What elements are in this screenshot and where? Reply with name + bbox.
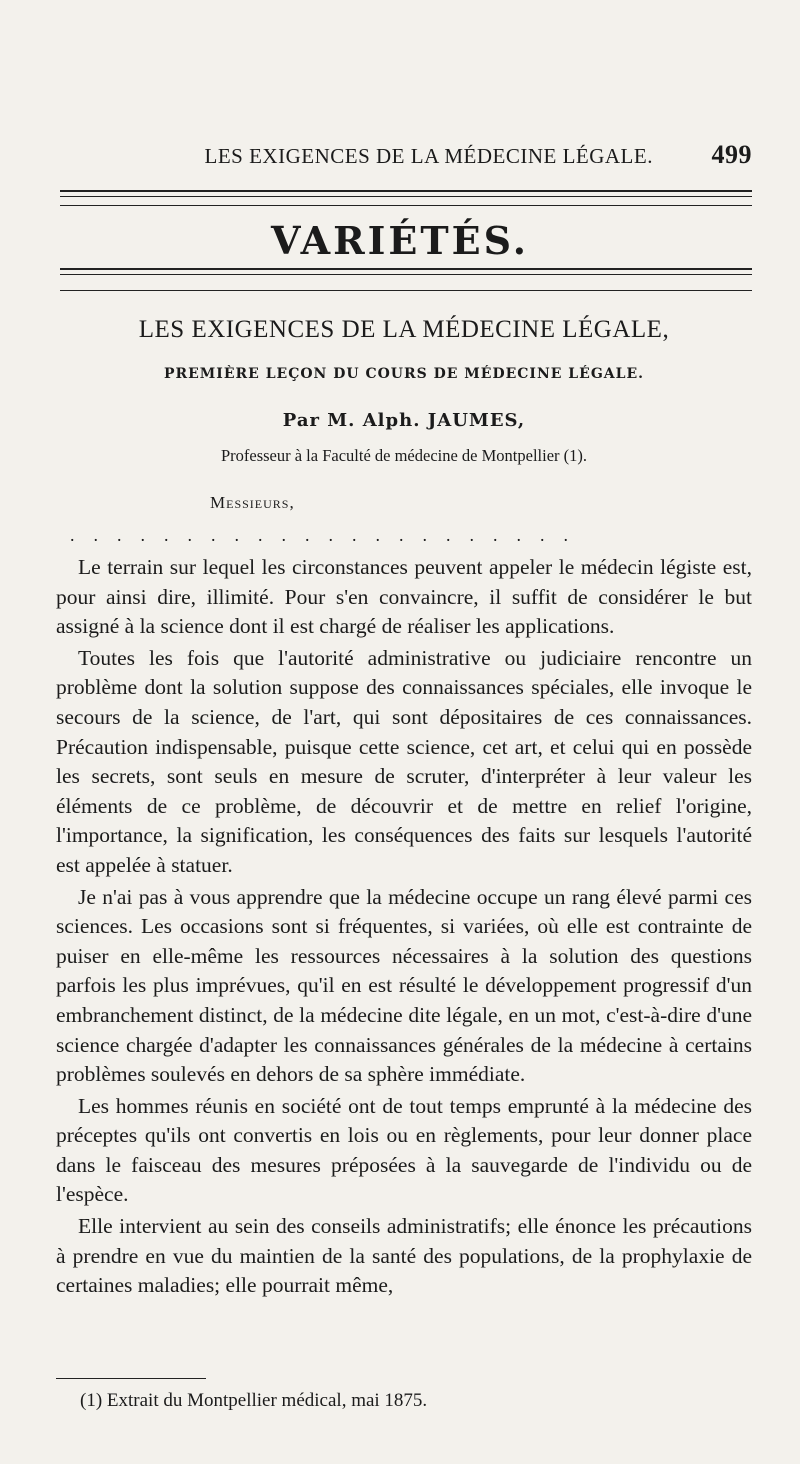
- header-rule-thin: [60, 196, 752, 197]
- section-rule-top: [60, 205, 752, 206]
- article-subtitle: PREMIÈRE LEÇON DU COURS DE MÉDECINE LÉGALE.: [163, 366, 645, 382]
- article-rule: [60, 290, 752, 291]
- salutation: Messieurs,: [210, 493, 295, 512]
- section-rule-bottom-thin: [60, 274, 752, 275]
- section-title: VARIÉTÉS.: [271, 218, 529, 263]
- section-rule-bottom: [60, 268, 752, 270]
- paragraph: Toutes les fois que l'autorité administrative ou judiciaire rencontre un problème dont la solution suppose des connaissances spéciales, elle invoque le secours de la science, de l'art, qui sont dépositaires de ces connaissances. Précaution indispensable, puisque cette science, cet art, et celui qui en possède les secrets, sont seuls en mesure de scruter, d'interpréter à leur valeur les éléments de ce problème, de découvrir et de mettre en relief l'origine, l'importance, la signification, les conséquences des faits sur lesquels l'autorité est appelée à statuer.: [56, 645, 752, 877]
- running-head: [56, 140, 752, 170]
- paragraph: Le terrain sur lequel les circonstances peuvent appeler le médecin légiste est, pour ainsi dire, illimité. Pour s'en convaincre, il suffit de considérer le but assigné à la science dont il est chargé de réaliser les applications.: [56, 555, 752, 639]
- paragraph: Les hommes réunis en société ont de tout temps emprunté à la médecine des préceptes qu'ils ont convertis en lois ou en règlements, pour leur donner place dans le faisceau des mesures préposées à la sauvegarde de l'individu ou de l'espèce.: [56, 1093, 752, 1207]
- page-number: 499: [711, 140, 752, 169]
- article-author: Par M. Alph. JAUMES,: [282, 410, 526, 431]
- paragraph: Elle intervient au sein des conseils administratifs; elle énonce les précautions à prendre en vue du maintien de la santé des populations, de la prophylaxie de certaines maladies; elle pourrait même,: [56, 1214, 752, 1298]
- footnote: (1) Extrait du Montpellier médical, mai 1875.: [80, 1390, 428, 1411]
- running-head-title: LES EXIGENCES DE LA MÉDECINE LÉGALE.: [204, 144, 653, 168]
- article-body: [56, 553, 752, 1303]
- ellipsis-line: ......................: [70, 525, 587, 545]
- header-rule: [60, 190, 752, 192]
- author-affiliation: Professeur à la Faculté de médecine de Montpellier (1).: [220, 446, 588, 465]
- article-title: LES EXIGENCES DE LA MÉDECINE LÉGALE,: [138, 316, 670, 343]
- paragraph: Je n'ai pas à vous apprendre que la médecine occupe un rang élevé parmi ces sciences. Les occasions sont si fréquentes, si variées, où elle est contrainte de puiser en elle-même les ressources nécessaires à la solution des questions parfois les plus imprévues, qu'il en est résulté le développement progressif d'un embranchement distinct, de la médecine dite légale, en un mot, c'est-à-dire d'une science chargée d'adapter les connaissances générales de la médecine à certains problèmes soulevés en dehors de sa sphère immédiate.: [56, 884, 752, 1087]
- footnote-rule: [56, 1378, 206, 1379]
